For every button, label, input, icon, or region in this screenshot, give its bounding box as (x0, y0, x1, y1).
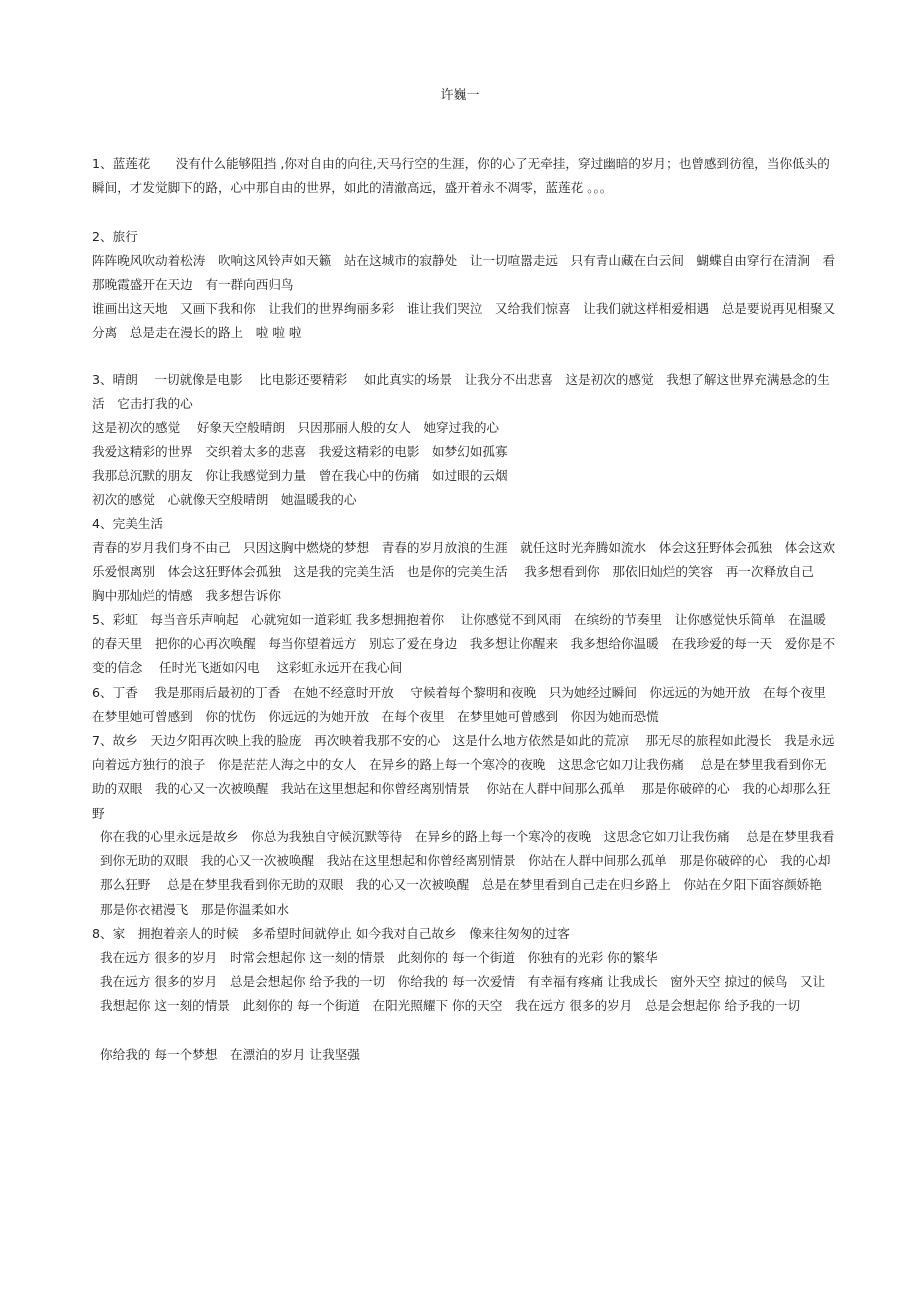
paragraph-qinglang-line4: 初次的感觉 心就像天空般晴朗 她温暖我的心 (92, 492, 357, 507)
paragraph-wanmeishenghuo: 青春的岁月我们身不由己 只因这胸中燃烧的梦想 青春的岁月放浪的生涯 就任这时光奔腾如流水 体会这狂野体会孤独 体会这欢乐爱恨离别 体会这狂野体会孤独 这是我的完美生活 也是你的完美生活 我多想看到你 那依旧灿烂的笑容 再一次释放自己 胸中那灿烂的情感 我多想告诉你 (92, 540, 836, 604)
heading-wanmeishenghuo: 4、完美生活 (92, 516, 163, 531)
paragraph-guxiang: 7、故乡 天边夕阳再次映上我的脸庞 再次映着我那不安的心 这是什么地方依然是如此的荒凉 那无尽的旅程如此漫长 我是永远向着远方独行的浪子 你是茫茫人海之中的女人 在异乡的路上每一个寒冷的夜晚 这思念它如刀让我伤痛 总是在梦里我看到你无助的双眼 我的心又一次被唤醒 我站在这里想起和你曾经离别情景 你站在人群中间那么孤单 那是你破碎的心 我的心却那么狂野 (92, 733, 835, 821)
paragraph-jia-line1: 我在远方 很多的岁月 时常会想起你 这一刻的情景 此刻你的 每一个街道 你独有的光彩 你的繁华 (100, 950, 658, 965)
heading-lvxing: 2、旅行 (92, 229, 138, 244)
paragraph-qinglang-line2: 我爱这精彩的世界 交织着太多的悲喜 我爱这精彩的电影 如梦幻如孤寡 (92, 444, 508, 459)
paragraph-jia: 8、家 拥抱着亲人的时候 多希望时间就停止 如今我对自己故乡 像来往匆匆的过客 (92, 926, 570, 941)
page-title: 许巍一 (440, 88, 480, 103)
paragraph-lanlianhua: 1、蓝莲花 没有什么能够阻挡 ,你对自由的向往,天马行空的生涯，你的心了无牵挂，穿过幽暗的岁月；也曾感到彷徨，当你低头的瞬间，才发觉脚下的路，心中那自由的世界，如此的清澈高远，盛开着永不凋零，蓝莲花 。。。 (92, 156, 830, 196)
paragraph-qinglang: 3、晴朗 一切就像是电影 比电影还要精彩 如此真实的场景 让我分不出悲喜 这是初次的感觉 我想了解这世界充满悬念的生活 它击打我的心 (92, 372, 830, 412)
paragraph-jia-verse2: 我在远方 很多的岁月 总是会想起你 给予我的一切 你给我的 每一次爱情 有幸福有疼痛 让我成长 窗外天空 掠过的候鸟 又让我想起你 这一刻的情景 此刻你的 每一个街道 在阳光照耀下 你的天空 我在远方 很多的岁月 总是会想起你 给予我的一切 (100, 974, 826, 1014)
paragraph-lvxing-verse1: 阵阵晚风吹动着松涛 吹响这风铃声如天籁 站在这城市的寂静处 让一切喧嚣走远 只有青山藏在白云间 蝴蝶自由穿行在清涧 看那晚霞盛开在天边 有一群向西归鸟 (92, 253, 836, 293)
paragraph-caihong: 5、彩虹 每当音乐声响起 心就宛如一道彩虹 我多想拥抱着你 让你感觉不到风雨 在缤纷的节奏里 让你感觉快乐简单 在温暖的春天里 把你的心再次唤醒 每当你望着远方 别忘了爱在身边 我多想让你醒来 我多想给你温暖 在我珍爱的每一天 爱你是不变的信念 任时光飞逝如闪电 这彩虹永远开在我心间 (92, 612, 836, 676)
paragraph-qinglang-line3: 我那总沉默的朋友 你让我感觉到力量 曾在我心中的伤痛 如过眼的云烟 (92, 468, 508, 483)
paragraph-guxiang-verse2: 你在我的心里永远是故乡 你总为我独自守候沉默等待 在异乡的路上每一个寒冷的夜晚 这思念它如刀让我伤痛 总是在梦里我看到你无助的双眼 我的心又一次被唤醒 我站在这里想起和你曾经离别情景 你站在人群中间那么孤单 那是你破碎的心 我的心却那么狂野 总是在梦里我看到你无助的双眼 我的心又一次被唤醒 总是在梦里看到自己走在归乡路上 你站在夕阳下面容颜娇艳 那是你衣裙漫飞 那是你温柔如水 (100, 829, 835, 917)
paragraph-lvxing-verse2: 谁画出这天地 又画下我和你 让我们的世界绚丽多彩 谁让我们哭泣 又给我们惊喜 让我们就这样相爱相遇 总是要说再见相聚又分离 总是走在漫长的路上 啦 啦 啦 (92, 301, 836, 341)
paragraph-dingxiang: 6、丁香 我是那雨后最初的丁香 在她不经意时开放 守候着每个黎明和夜晚 只为她经过瞬间 你远远的为她开放 在每个夜里 在梦里她可曾感到 你的忧伤 你远远的为她开放 在每个夜里 在梦里她可曾感到 你因为她而恐慌 (92, 685, 839, 725)
paragraph-qinglang-line1: 这是初次的感觉 好象天空般晴朗 只因那丽人般的女人 她穿过我的心 (92, 420, 500, 435)
paragraph-jia-line3: 你给我的 每一个梦想 在漂泊的岁月 让我坚强 (100, 1047, 360, 1062)
